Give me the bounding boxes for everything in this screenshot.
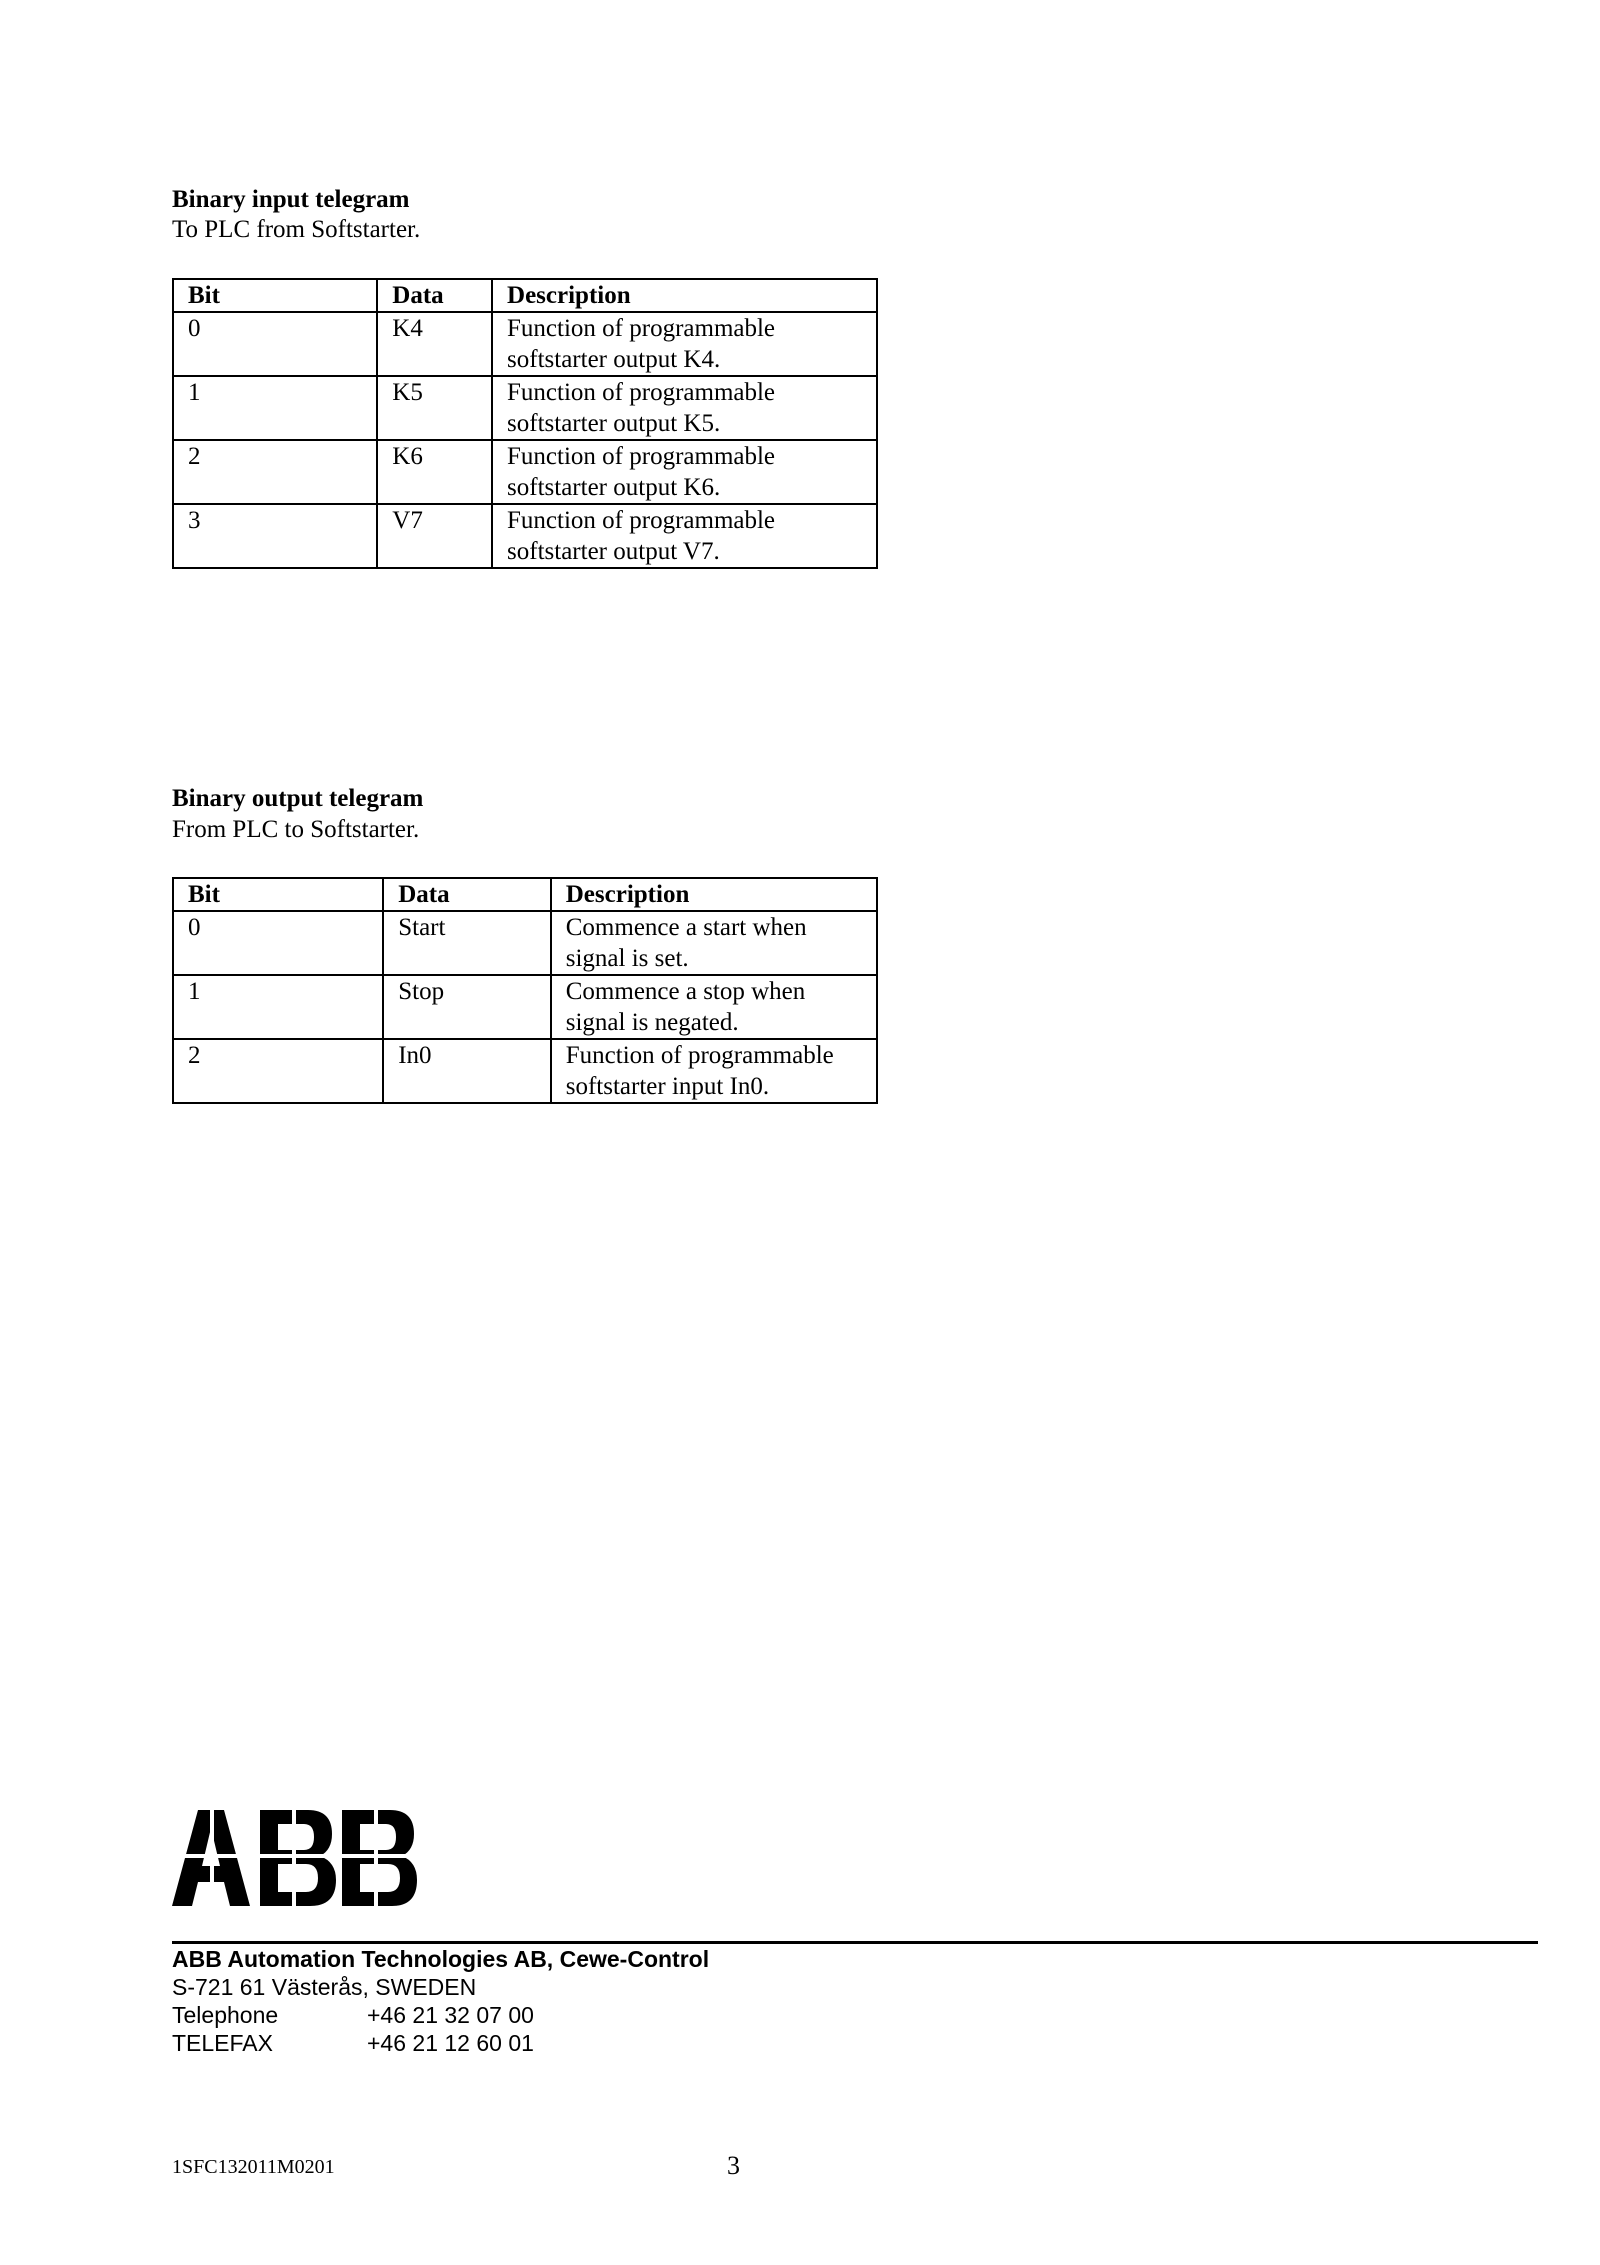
fax-number: +46 21 12 60 01 [367,2030,534,2056]
fax-line [172,2029,534,2057]
description-line: Function of programmable [507,507,776,534]
header-description: Description [551,878,877,911]
document-code: 1SFC132011M0201 [172,2156,335,2178]
description-line: softstarter output V7. [507,538,720,565]
data-cell: K5 [377,376,492,440]
description-line: Function of programmable [507,379,776,406]
table-row [173,504,877,568]
description-line: softstarter output K5. [507,410,721,437]
company-name: ABB Automation Technologies AB, Cewe-Control [172,1946,710,1972]
bit-cell: 0 [173,312,377,376]
description-cell [492,312,877,376]
description-cell [551,975,877,1039]
table-row [173,975,877,1039]
company-address: S-721 61 Västerås, SWEDEN [172,1974,477,2000]
input-telegram-title: Binary input telegram [172,186,410,213]
data-cell: K4 [377,312,492,376]
description-line: softstarter output K4. [507,346,721,373]
description-cell [551,911,877,975]
table-row [173,911,877,975]
description-cell [492,376,877,440]
description-cell [492,504,877,568]
header-bit: Bit [173,878,383,911]
data-cell: V7 [377,504,492,568]
table-row [173,312,877,376]
bit-cell: 3 [173,504,377,568]
telephone-number: +46 21 32 07 00 [367,2002,534,2028]
description-line: softstarter output K6. [507,474,721,501]
input-telegram-subtitle: To PLC from Softstarter. [172,216,421,243]
description-line: Function of programmable [507,443,776,470]
output-telegram-subtitle: From PLC to Softstarter. [172,816,420,843]
table-row [173,1039,877,1103]
description-line: softstarter input In0. [565,1073,770,1100]
bit-cell: 0 [173,911,383,975]
table-header-row [173,279,877,312]
page-number: 3 [727,2151,740,2180]
data-cell: K6 [377,440,492,504]
description-cell [492,440,877,504]
description-line: Commence a start when [565,914,807,941]
telephone-label: Telephone [172,2002,279,2028]
telephone-line [172,2001,534,2029]
table-row [173,440,877,504]
fax-label: TELEFAX [172,2030,273,2056]
footer-divider [172,1941,1538,1944]
data-cell: Start [383,911,551,975]
description-line: signal is negated. [565,1009,739,1036]
table-header-row [173,878,877,911]
description-line: Commence a stop when [565,978,806,1005]
header-data: Data [383,878,551,911]
header-bit: Bit [173,279,377,312]
data-cell: Stop [383,975,551,1039]
bit-cell: 2 [173,440,377,504]
description-line: Function of programmable [565,1042,834,1069]
input-telegram-table [172,278,878,569]
header-data: Data [377,279,492,312]
header-description: Description [492,279,877,312]
data-cell: In0 [383,1039,551,1103]
table-row [173,376,877,440]
description-line: Function of programmable [507,315,776,342]
bit-cell: 1 [173,975,383,1039]
bit-cell: 2 [173,1039,383,1103]
abb-logo [172,1810,417,1906]
output-telegram-title: Binary output telegram [172,785,424,812]
output-telegram-table [172,877,878,1104]
description-cell [551,1039,877,1103]
bit-cell: 1 [173,376,377,440]
description-line: signal is set. [565,945,689,972]
